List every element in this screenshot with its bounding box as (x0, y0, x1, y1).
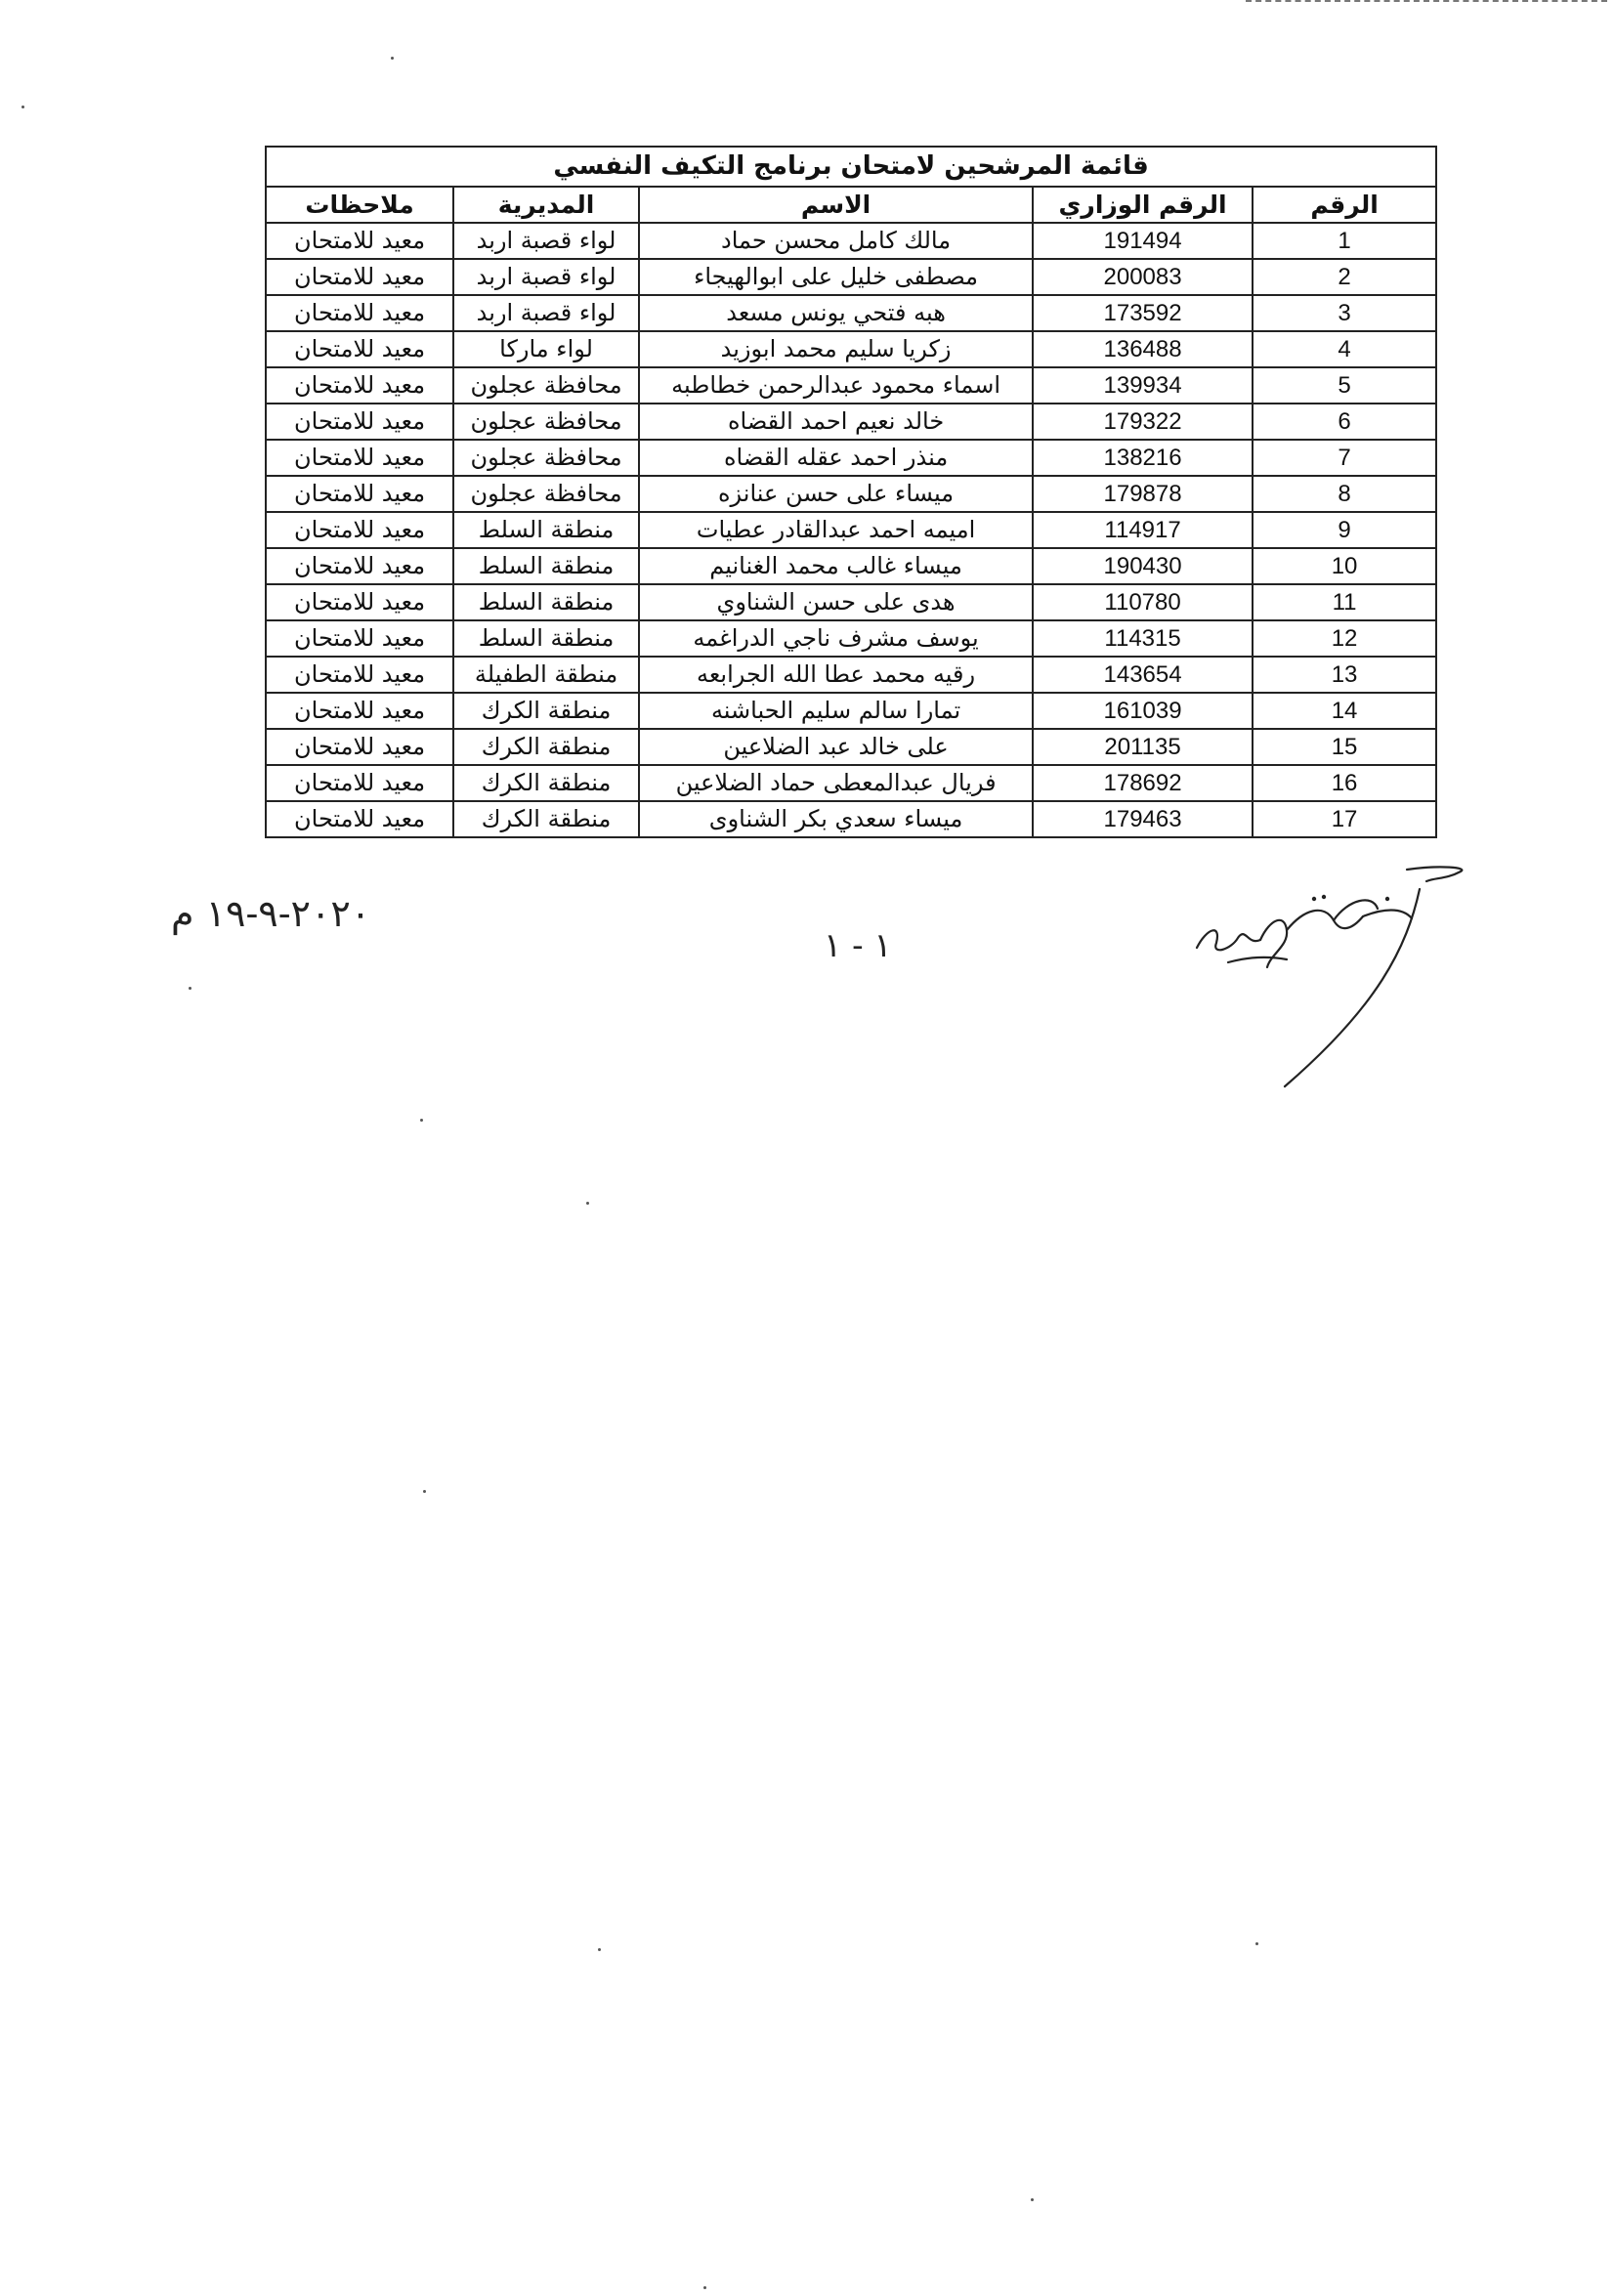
candidate-name-cell: ميساء غالب محمد الغنانيم (639, 548, 1033, 584)
notes-cell: معيد للامتحان (266, 512, 453, 548)
row-index-cell: 9 (1253, 512, 1436, 548)
column-header-ministerial-number: الرقم الوزاري (1033, 187, 1253, 223)
directorate-cell: منطقة السلط (453, 512, 639, 548)
signature-image (1177, 860, 1470, 1094)
notes-cell: معيد للامتحان (266, 476, 453, 512)
directorate-cell: منطقة الطفيلة (453, 657, 639, 693)
table-row (266, 620, 1436, 657)
directorate-cell: منطقة الكرك (453, 801, 639, 837)
ministerial-number-cell: 179322 (1033, 404, 1253, 440)
directorate-cell: منطقة السلط (453, 620, 639, 657)
ministerial-number-cell: 179463 (1033, 801, 1253, 837)
candidate-name-cell: فريال عبدالمعطى حماد الضلاعين (639, 765, 1033, 801)
notes-cell: معيد للامتحان (266, 584, 453, 620)
scan-speck (423, 1490, 426, 1493)
table-row (266, 259, 1436, 295)
handwritten-date: ٢٠٢٠-٩-١٩ م (171, 892, 371, 935)
row-index-cell: 16 (1253, 765, 1436, 801)
scan-speck (391, 57, 394, 60)
notes-cell: معيد للامتحان (266, 548, 453, 584)
row-index-cell: 5 (1253, 367, 1436, 404)
notes-cell: معيد للامتحان (266, 259, 453, 295)
directorate-cell: لواء ماركا (453, 331, 639, 367)
directorate-cell: منطقة السلط (453, 584, 639, 620)
candidate-name-cell: هبه فتحي يونس مسعد (639, 295, 1033, 331)
table-row (266, 584, 1436, 620)
table-row (266, 657, 1436, 693)
notes-cell: معيد للامتحان (266, 801, 453, 837)
notes-cell: معيد للامتحان (266, 765, 453, 801)
page-number: ١ - ١ (824, 926, 892, 965)
candidate-name-cell: مالك كامل محسن حماد (639, 223, 1033, 259)
notes-cell: معيد للامتحان (266, 440, 453, 476)
scan-speck (1031, 2198, 1034, 2201)
row-index-cell: 1 (1253, 223, 1436, 259)
table-row (266, 404, 1436, 440)
column-header-index: الرقم (1253, 187, 1436, 223)
table-row (266, 476, 1436, 512)
ministerial-number-cell: 201135 (1033, 729, 1253, 765)
scan-speck (586, 1202, 589, 1205)
table-row (266, 765, 1436, 801)
table-row (266, 295, 1436, 331)
candidate-name-cell: زكريا سليم محمد ابوزيد (639, 331, 1033, 367)
table-row (266, 693, 1436, 729)
notes-cell: معيد للامتحان (266, 620, 453, 657)
ministerial-number-cell: 173592 (1033, 295, 1253, 331)
candidate-name-cell: مصطفى خليل على ابوالهيجاء (639, 259, 1033, 295)
table-row (266, 223, 1436, 259)
directorate-cell: محافظة عجلون (453, 367, 639, 404)
ministerial-number-cell: 114917 (1033, 512, 1253, 548)
top-edge-rule (1246, 0, 1607, 2)
scan-speck (420, 1119, 423, 1122)
ministerial-number-cell: 143654 (1033, 657, 1253, 693)
directorate-cell: محافظة عجلون (453, 404, 639, 440)
candidate-name-cell: هدى على حسن الشناوي (639, 584, 1033, 620)
candidate-name-cell: خالد نعيم احمد القضاه (639, 404, 1033, 440)
candidate-name-cell: على خالد عبد الضلاعين (639, 729, 1033, 765)
ministerial-number-cell: 110780 (1033, 584, 1253, 620)
notes-cell: معيد للامتحان (266, 331, 453, 367)
table-row (266, 512, 1436, 548)
table-title-row (266, 147, 1436, 187)
row-index-cell: 15 (1253, 729, 1436, 765)
directorate-cell: منطقة الكرك (453, 693, 639, 729)
directorate-cell: محافظة عجلون (453, 440, 639, 476)
row-index-cell: 7 (1253, 440, 1436, 476)
column-header-notes: ملاحظات (266, 187, 453, 223)
scan-speck (21, 106, 24, 108)
candidate-name-cell: رقيه محمد عطا الله الجرابعه (639, 657, 1033, 693)
ministerial-number-cell: 139934 (1033, 367, 1253, 404)
candidate-name-cell: تمارا سالم سليم الحباشنه (639, 693, 1033, 729)
directorate-cell: محافظة عجلون (453, 476, 639, 512)
notes-cell: معيد للامتحان (266, 657, 453, 693)
table-row (266, 331, 1436, 367)
directorate-cell: لواء قصبة اربد (453, 223, 639, 259)
directorate-cell: لواء قصبة اربد (453, 259, 639, 295)
table-row (266, 367, 1436, 404)
table-body (266, 223, 1436, 837)
scan-speck (598, 1948, 601, 1951)
notes-cell: معيد للامتحان (266, 223, 453, 259)
directorate-cell: منطقة السلط (453, 548, 639, 584)
row-index-cell: 4 (1253, 331, 1436, 367)
candidates-table (265, 146, 1437, 838)
ministerial-number-cell: 200083 (1033, 259, 1253, 295)
scan-speck (1255, 1942, 1258, 1945)
scan-speck (189, 987, 191, 990)
row-index-cell: 8 (1253, 476, 1436, 512)
directorate-cell: منطقة الكرك (453, 765, 639, 801)
ministerial-number-cell: 191494 (1033, 223, 1253, 259)
candidate-name-cell: ميساء سعدي بكر الشناوى (639, 801, 1033, 837)
directorate-cell: لواء قصبة اربد (453, 295, 639, 331)
ministerial-number-cell: 114315 (1033, 620, 1253, 657)
candidate-name-cell: منذر احمد عقله القضاه (639, 440, 1033, 476)
ministerial-number-cell: 179878 (1033, 476, 1253, 512)
ministerial-number-cell: 161039 (1033, 693, 1253, 729)
candidate-name-cell: اسماء محمود عبدالرحمن خطاطبه (639, 367, 1033, 404)
row-index-cell: 17 (1253, 801, 1436, 837)
notes-cell: معيد للامتحان (266, 367, 453, 404)
table-row (266, 729, 1436, 765)
row-index-cell: 6 (1253, 404, 1436, 440)
row-index-cell: 14 (1253, 693, 1436, 729)
directorate-cell: منطقة الكرك (453, 729, 639, 765)
notes-cell: معيد للامتحان (266, 404, 453, 440)
row-index-cell: 2 (1253, 259, 1436, 295)
candidate-name-cell: ميساء على حسن عنانزه (639, 476, 1033, 512)
table-title: قائمة المرشحين لامتحان برنامج التكيف النفسي (266, 147, 1436, 187)
scan-speck (703, 2286, 706, 2289)
table-row (266, 440, 1436, 476)
ministerial-number-cell: 136488 (1033, 331, 1253, 367)
ministerial-number-cell: 178692 (1033, 765, 1253, 801)
ministerial-number-cell: 190430 (1033, 548, 1253, 584)
table-row (266, 801, 1436, 837)
ministerial-number-cell: 138216 (1033, 440, 1253, 476)
candidate-name-cell: اميمه احمد عبدالقادر عطيات (639, 512, 1033, 548)
row-index-cell: 13 (1253, 657, 1436, 693)
row-index-cell: 10 (1253, 548, 1436, 584)
notes-cell: معيد للامتحان (266, 295, 453, 331)
column-header-directorate: المديرية (453, 187, 639, 223)
row-index-cell: 3 (1253, 295, 1436, 331)
notes-cell: معيد للامتحان (266, 693, 453, 729)
row-index-cell: 11 (1253, 584, 1436, 620)
row-index-cell: 12 (1253, 620, 1436, 657)
table-row (266, 548, 1436, 584)
table-header-row (266, 187, 1436, 223)
candidate-name-cell: يوسف مشرف ناجي الدراغمه (639, 620, 1033, 657)
column-header-name: الاسم (639, 187, 1033, 223)
notes-cell: معيد للامتحان (266, 729, 453, 765)
